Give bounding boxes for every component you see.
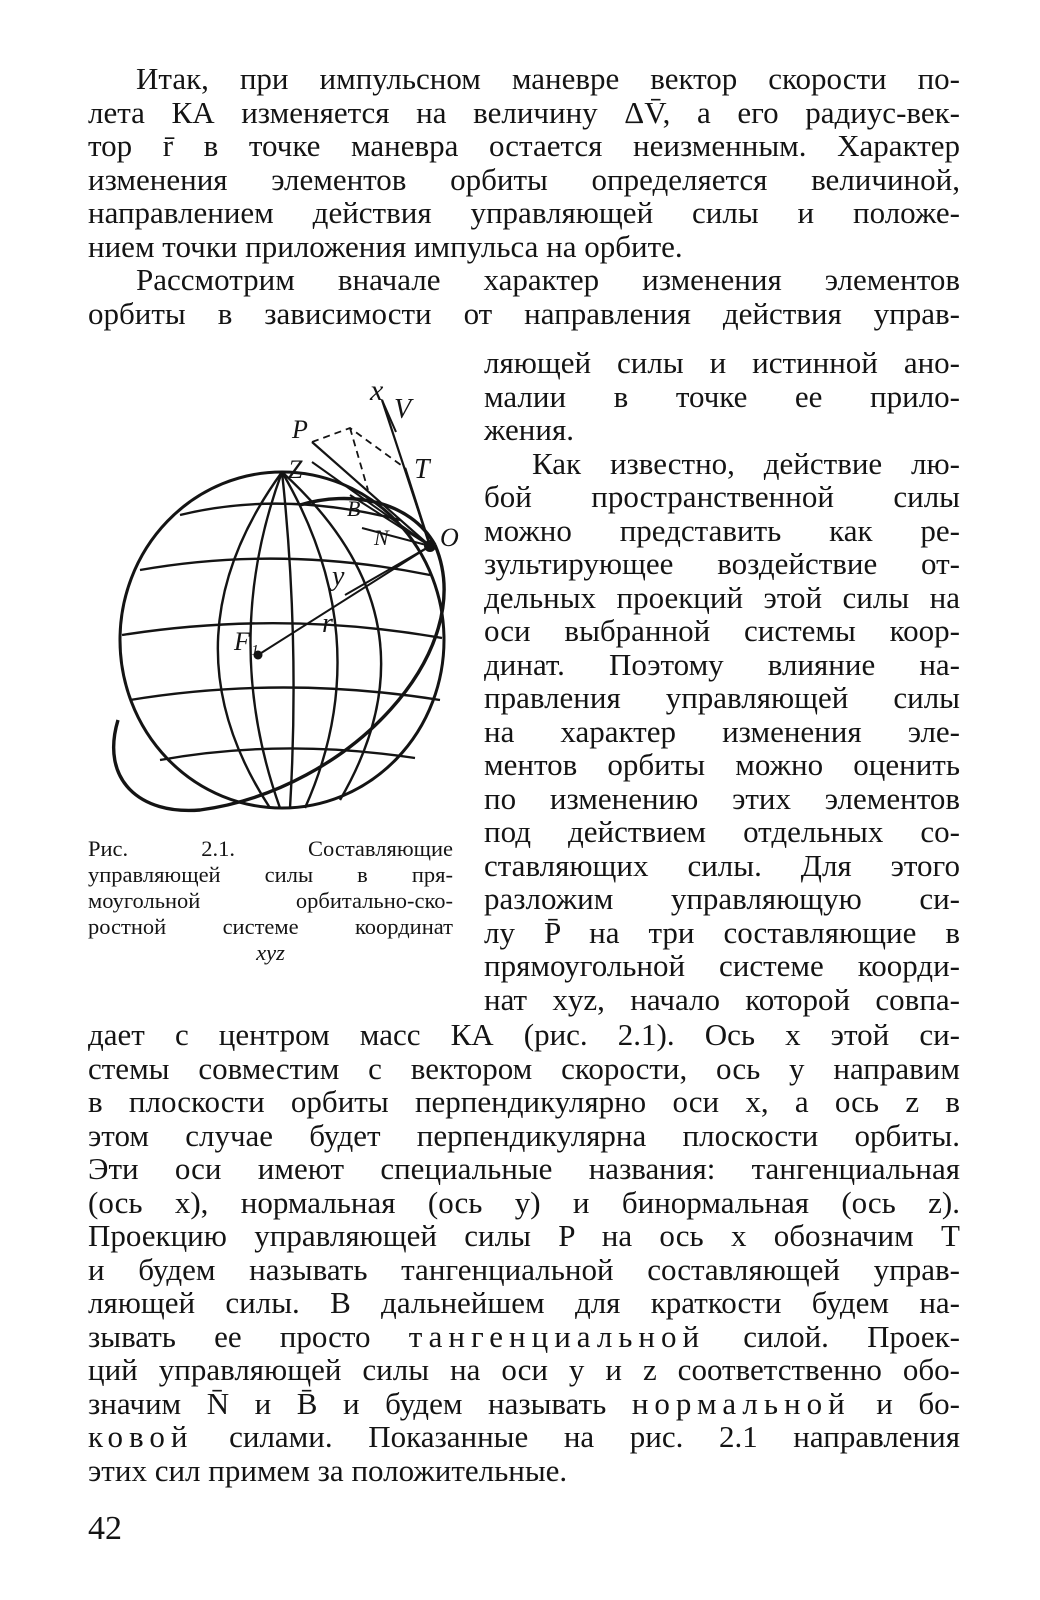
- meridian-line: [282, 472, 294, 808]
- label-x: x: [370, 374, 384, 407]
- y-axis: [345, 546, 430, 595]
- text-line: [88, 1320, 960, 1354]
- text-line: лу P̄ на три составляющие в: [484, 914, 960, 950]
- text-fragment: силами. Показанные на рис. 2.1 направления: [193, 1419, 960, 1454]
- caption-line: Рис. 2.1. Составляющие: [88, 836, 453, 861]
- text-line: этих сил примем за положительные.: [88, 1452, 568, 1488]
- orbit-curve: [114, 545, 444, 810]
- text-line: ляющей силы. В дальнейшем для краткости будем на-: [88, 1285, 960, 1320]
- label-z: Z: [288, 455, 303, 484]
- text-line: направлением действия управляющей силы и положе-: [88, 195, 960, 230]
- projection-dashed: [312, 428, 405, 468]
- right-column-text: [484, 346, 960, 1016]
- b-vector: [350, 495, 430, 546]
- spaced-term-lateral: ковой: [88, 1419, 194, 1454]
- text-line: оси выбранной системы коор-: [484, 613, 960, 648]
- text-line: дает с центром масс КА (рис. 2.1). Ось x этой си-: [88, 1017, 960, 1052]
- label-t: T: [414, 454, 430, 485]
- top-text-block: [88, 62, 960, 330]
- z-axis: [312, 462, 430, 546]
- text-line: можно представить как ре-: [484, 512, 960, 548]
- text-line: Проекцию управляющей силы P на ось x обозначим T: [88, 1218, 960, 1253]
- text-fragment: зывать ее просто: [88, 1318, 409, 1354]
- text-line: жения.: [484, 412, 574, 447]
- label-f1: F₁: [234, 627, 259, 656]
- label-n: N: [374, 525, 389, 550]
- text-line: [88, 1387, 960, 1421]
- caption-line: xyz: [256, 940, 285, 965]
- text-line: под действием отдельных со-: [484, 814, 960, 849]
- text-line: разложим управляющую си-: [484, 881, 960, 916]
- label-b: B: [347, 496, 361, 521]
- spaced-term-normal: нормальной: [631, 1385, 851, 1421]
- text-line: дельных проекций этой силы на: [484, 579, 960, 615]
- text-line: лета КА изменяется на величину ΔV̄, а его радиус-век-: [88, 94, 960, 130]
- text-fragment: значим N̄ и B̄ и будем называть: [88, 1385, 632, 1421]
- text-line: динат. Поэтому влияние на-: [484, 646, 960, 682]
- label-p: P: [292, 415, 308, 444]
- text-line: стемы совместим с вектором скорости, ось y направим: [88, 1050, 960, 1086]
- text-line: на характер изменения эле-: [484, 713, 960, 749]
- bottom-text-block: [88, 1018, 960, 1487]
- label-y: y: [332, 561, 345, 592]
- text-line: Рассмотрим вначале характер изменения элементов: [136, 262, 960, 297]
- text-line: ляющей силы и истинной ано-: [484, 345, 960, 380]
- figure-2-1-orbit-diagram: [100, 370, 470, 840]
- text-line: правления управляющей силы: [484, 680, 960, 715]
- text-line: малии в точке ее прило-: [484, 378, 960, 414]
- text-line: Как известно, действие лю-: [532, 445, 960, 481]
- text-line: и будем называть тангенциальной составляющей управ-: [88, 1251, 960, 1287]
- point-o: [424, 540, 436, 552]
- text-line: ций управляющей силы на оси y и z соответственно обо-: [88, 1352, 960, 1387]
- latitude-line: [130, 688, 440, 701]
- page-number: 42: [88, 1510, 122, 1547]
- text-line: [88, 1420, 960, 1454]
- text-line: Итак, при импульсном маневре вектор скорости по-: [136, 61, 960, 96]
- text-line: ставляющих силы. Для этого: [484, 847, 960, 883]
- caption-line: моугольной орбитально-ско-: [88, 888, 453, 913]
- text-line: (ось x), нормальная (ось y) и бинормальная (ось z).: [88, 1184, 960, 1220]
- text-line: по изменению этих элементов: [484, 780, 960, 816]
- latitude-line: [160, 748, 415, 760]
- text-line: орбиты в зависимости от направления действия управ-: [88, 295, 960, 331]
- text-line: в плоскости орбиты перпендикулярно оси x, а ось z в: [88, 1084, 960, 1119]
- spaced-term-tangential: тангенциальной: [408, 1318, 706, 1354]
- text-line: изменения элементов орбиты определяется величиной,: [88, 161, 960, 197]
- label-r: r: [322, 608, 333, 639]
- text-line: прямоугольной системе коорди-: [484, 948, 960, 983]
- label-v: V: [394, 394, 412, 425]
- figure-caption: [88, 836, 453, 966]
- text-line: этом случае будет перпендикулярна плоскости орбиты.: [88, 1117, 960, 1153]
- text-line: нием точки приложения импульса на орбите.: [88, 228, 683, 264]
- projection-dashed: [350, 428, 368, 490]
- text-fragment: и бо-: [850, 1385, 960, 1421]
- text-line: ментов орбиты можно оценить: [484, 747, 960, 782]
- label-o: O: [440, 523, 459, 552]
- text-line: зультирующее воздействие от-: [484, 546, 960, 581]
- text-fragment: силой. Проек-: [705, 1318, 960, 1354]
- text-line: нат xyz, начало которой совпа-: [484, 981, 960, 1017]
- caption-line: управляющей силы в пря-: [88, 862, 453, 887]
- latitude-line: [122, 623, 442, 638]
- text-line: бой пространственной силы: [484, 479, 960, 514]
- caption-line: ростной системе координат: [88, 914, 453, 939]
- text-line: Эти оси имеют специальные названия: тангенциальная: [88, 1151, 960, 1186]
- text-line: тор r̄ в точке маневра остается неизменным. Характер: [88, 128, 960, 163]
